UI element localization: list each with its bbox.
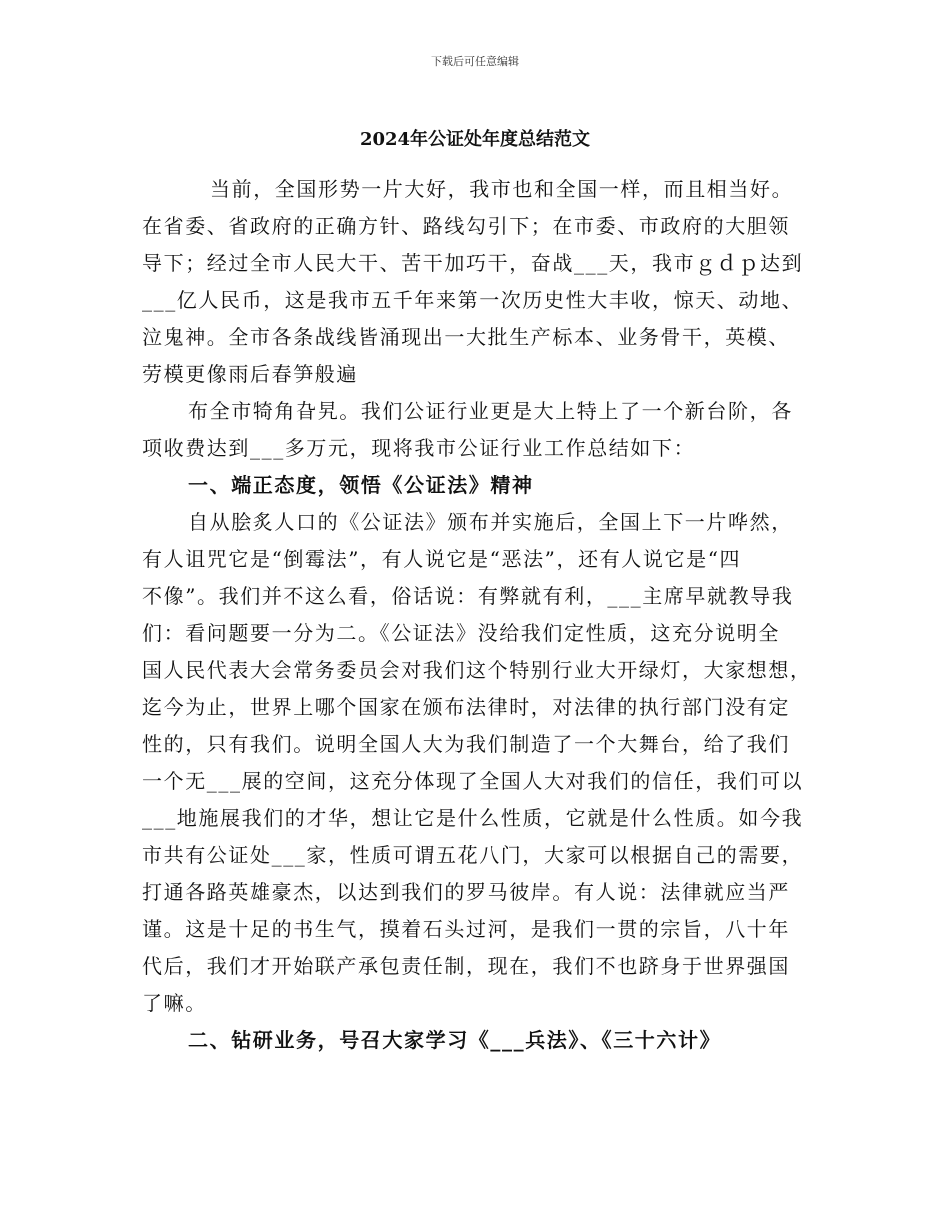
paragraph-line: 项收费达到___多万元，现将我市公证行业工作总结如下：: [142, 436, 696, 460]
header-note: 下载后可任意编辑: [431, 55, 519, 68]
paragraph-line: 们：看问题要一分为二。《公证法》没给我们定性质，这充分说明全: [142, 621, 780, 645]
document-title: 2024年公证处年度总结范文: [359, 129, 591, 150]
paragraph-line: 泣鬼神。全市各条战线皆涌现出一大批生产标本、业务骨干，英模、: [142, 325, 790, 349]
section-heading: 一、端正态度，领悟《公证法》精神: [188, 473, 534, 497]
paragraph-line: 当前，全国形势一片大好，我市也和全国一样，而且相当好。: [210, 177, 794, 201]
paragraph-line: 一个无___展的空间，这充分体现了全国人大对我们的信任，我们可以: [142, 769, 804, 793]
paragraph-line: 了嘛。: [142, 991, 207, 1015]
paragraph-line: 有人诅咒它是“倒霉法”，有人说它是“恶法”，还有人说它是“四: [142, 547, 742, 571]
paragraph-line: 布全市犄角旮旯。我们公证行业更是大上特上了一个新台阶，各: [188, 399, 793, 423]
paragraph-line: ___地施展我们的才华，想让它是什么性质，它就是什么性质。如今我: [142, 806, 804, 830]
paragraph-line: 国人民代表大会常务委员会对我们这个特别行业大开绿灯，大家想想，: [142, 658, 812, 682]
paragraph-line: 市共有公证处___家，性质可谓五花八门，大家可以根据自己的需要，: [142, 843, 804, 867]
paragraph-line: 打通各路英雄豪杰，以达到我们的罗马彼岸。有人说：法律就应当严: [142, 880, 790, 904]
paragraph-line: 导下；经过全市人民大干、苦干加巧干，奋战___天，我市ｇｄｐ达到: [142, 251, 804, 275]
paragraph-line: 代后，我们才开始联产承包责任制，现在，我们不也跻身于世界强国: [142, 954, 790, 978]
paragraph-line: 不像”。我们并不这么看，俗话说：有弊就有利，___主席早就教导我: [142, 584, 794, 608]
paragraph-line: ___亿人民币，这是我市五千年来第一次历史性大丰收，惊天、动地、: [142, 288, 804, 312]
paragraph-line: 谨。这是十足的书生气，摸着石头过河，是我们一贯的宗旨，八十年: [142, 917, 790, 941]
paragraph-line: 劳模更像雨后春笋般遍: [142, 362, 358, 386]
paragraph-line: 性的，只有我们。说明全国人大为我们制造了一个大舞台，给了我们: [142, 732, 790, 756]
paragraph-line: 迄今为止，世界上哪个国家在颁布法律时，对法律的执行部门没有定: [142, 695, 790, 719]
section-heading: 二、钻研业务，号召大家学习《___兵法》、《三十六计》: [188, 1028, 722, 1052]
paragraph-line: 自从脍炙人口的《公证法》颁布并实施后，全国上下一片哗然，: [188, 510, 793, 534]
paragraph-line: 在省委、省政府的正确方针、路线勾引下；在市委、市政府的大胆领: [142, 214, 790, 238]
